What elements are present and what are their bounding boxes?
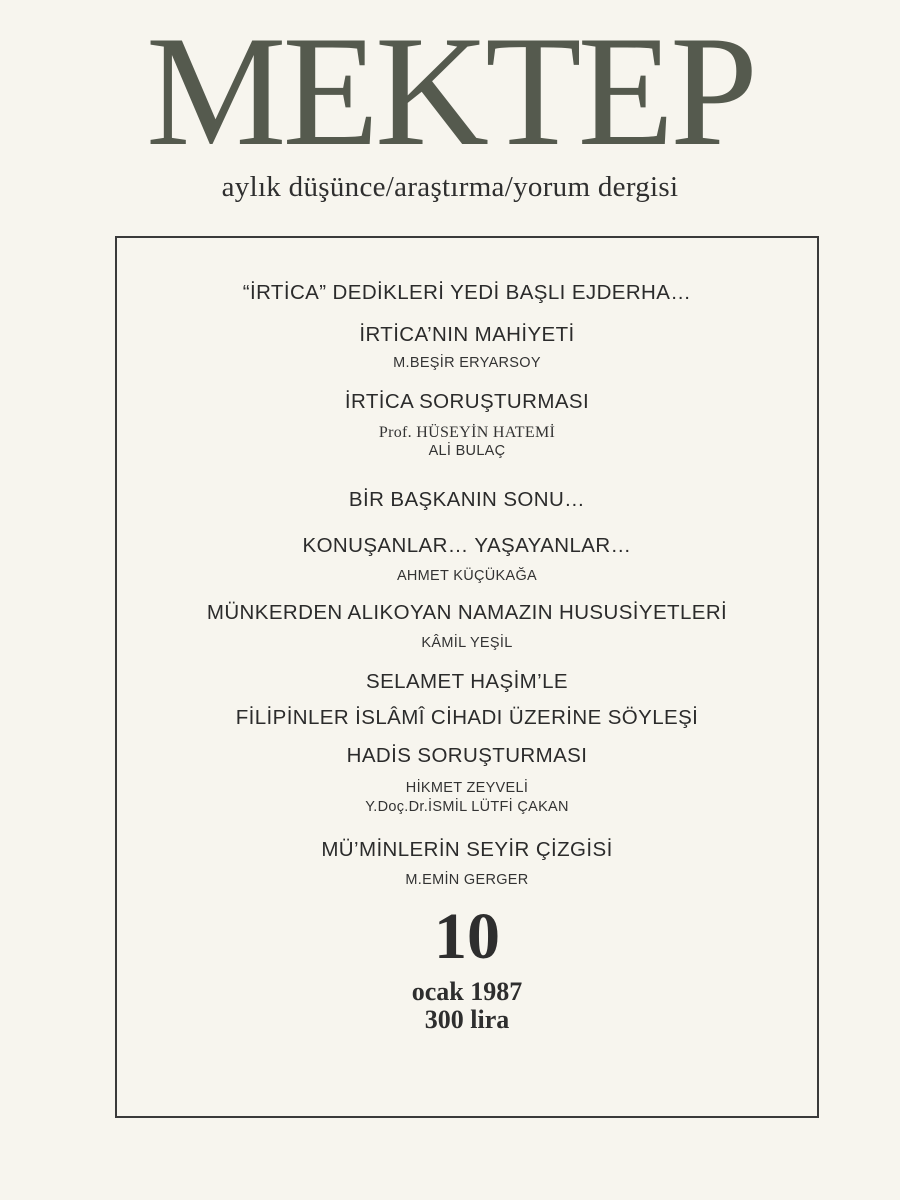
article-title: MÜ’MİNLERİN SEYİR ÇİZGİSİ <box>321 838 613 861</box>
article-title: BİR BAŞKANIN SONU… <box>348 488 586 511</box>
article-author: ALİ BULAÇ <box>428 443 506 459</box>
article-title: KONUŞANLAR… YAŞAYANLAR… <box>302 534 632 557</box>
article-author: Prof. HÜSEYİN HATEMİ <box>378 424 556 441</box>
article-author: KÂMİL YEŞİL <box>421 635 513 651</box>
masthead <box>0 4 900 204</box>
article-author: M.EMİN GERGER <box>405 872 529 888</box>
issue-price: 300 lira <box>424 1005 510 1034</box>
article-author: AHMET KÜÇÜKAĞA <box>396 568 538 584</box>
article-author: Y.Doç.Dr.İSMİL LÜTFİ ÇAKAN <box>365 799 569 815</box>
magazine-subtitle: aylık düşünce/araştırma/yorum dergisi <box>221 171 679 203</box>
issue-date: ocak 1987 <box>411 977 523 1006</box>
article-author: M.BEŞİR ERYARSOY <box>393 355 541 371</box>
contents-frame <box>115 236 819 1118</box>
table-of-contents <box>117 280 817 1034</box>
article-title: SELAMET HAŞİM’LE <box>366 670 568 693</box>
article-subtitle: FİLİPİNLER İSLÂMÎ CİHADI ÜZERİNE SÖYLEŞİ <box>235 706 699 729</box>
article-title: İRTİCA’NIN MAHİYETİ <box>359 323 575 346</box>
article-title: “İRTİCA” DEDİKLERİ YEDİ BAŞLI EJDERHA… <box>242 281 692 304</box>
magazine-title: MEKTEP <box>146 4 754 179</box>
article-author: HİKMET ZEYVELİ <box>405 780 529 796</box>
article-title: MÜNKERDEN ALIKOYAN NAMAZIN HUSUSİYETLERİ <box>206 601 728 624</box>
article-title: İRTİCA SORUŞTURMASI <box>344 390 590 413</box>
issue-number: 10 <box>434 900 500 973</box>
article-title: HADİS SORUŞTURMASI <box>346 744 588 767</box>
